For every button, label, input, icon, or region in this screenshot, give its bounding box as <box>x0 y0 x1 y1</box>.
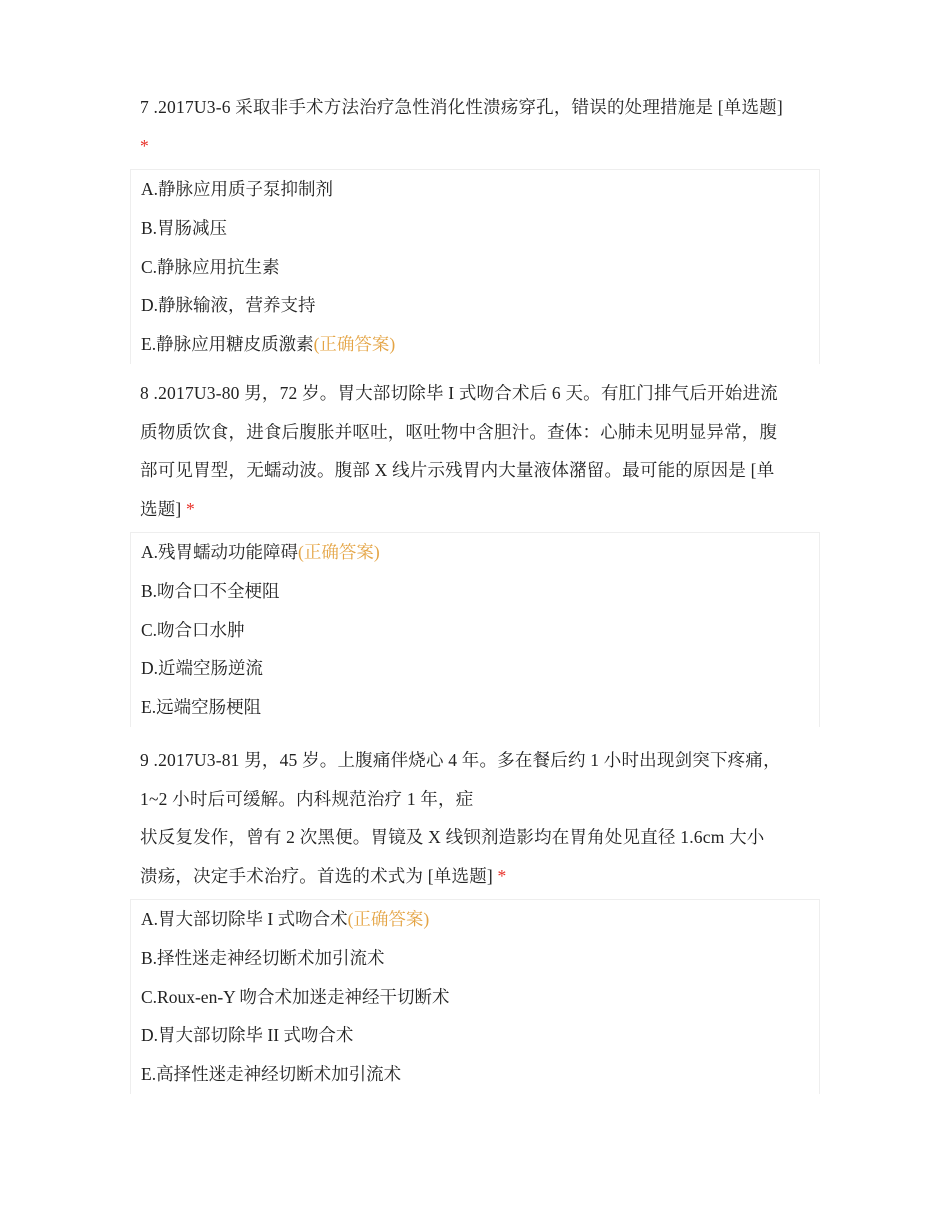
option-text: C.静脉应用抗生素 <box>141 256 280 277</box>
option-d[interactable] <box>131 649 819 688</box>
required-mark: * <box>186 498 195 519</box>
option-b[interactable] <box>131 939 819 978</box>
question-7 <box>130 88 820 364</box>
question-8 <box>130 374 820 727</box>
stem-line: 质物质饮食，进食后腹胀并呕吐，呕吐物中含胆汁。查体：心肺未见明显异常，腹 <box>140 421 778 442</box>
option-text: C.Roux-en-Y 吻合术加迷走神经干切断术 <box>141 986 450 1007</box>
option-text: E.远端空肠梗阻 <box>141 697 262 718</box>
option-c[interactable] <box>131 248 819 287</box>
options-list <box>130 899 820 1094</box>
option-b[interactable] <box>131 572 819 611</box>
correct-answer-tag: (正确答案) <box>347 909 430 929</box>
option-e[interactable] <box>131 1055 819 1094</box>
stem-line: 7 .2017U3-6 采取非手术方法治疗急性消化性溃疡穿孔，错误的处理措施是 [单选题] <box>140 97 783 117</box>
question-stem <box>130 374 820 528</box>
required-mark: * <box>140 135 149 156</box>
option-text: B.择性迷走神经切断术加引流术 <box>141 947 385 968</box>
option-d[interactable] <box>131 286 819 325</box>
option-text: D.静脉输液，营养支持 <box>141 295 316 316</box>
question-9 <box>130 741 820 1094</box>
stem-line-last <box>140 490 820 529</box>
option-b[interactable] <box>131 209 819 248</box>
option-d[interactable] <box>131 1016 819 1055</box>
options-list <box>130 532 820 727</box>
option-text: A.胃大部切除毕 I 式吻合术 <box>141 909 348 929</box>
stem-line-last <box>140 127 820 166</box>
stem-line: 溃疡，决定手术治疗。首选的术式为 [单选题] <box>140 865 493 886</box>
option-c[interactable] <box>131 611 819 650</box>
stem-line-last <box>140 857 820 896</box>
question-stem <box>130 741 820 895</box>
option-a[interactable] <box>131 533 819 572</box>
correct-answer-tag: (正确答案) <box>313 334 396 355</box>
stem-line: 部可见胃型，无蠕动波。腹部 X 线片示残胃内大量液体潴留。最可能的原因是 [单 <box>140 460 775 480</box>
option-e[interactable] <box>131 325 819 364</box>
question-stem <box>130 88 820 165</box>
option-text: B.吻合口不全梗阻 <box>141 580 280 601</box>
stem-line: 1~2 小时后可缓解。内科规范治疗 1 年，症 <box>140 788 474 809</box>
correct-answer-tag: (正确答案) <box>298 542 380 562</box>
option-e[interactable] <box>131 688 819 727</box>
option-c[interactable] <box>131 978 819 1017</box>
option-text: E.静脉应用糖皮质激素 <box>141 334 314 355</box>
stem-line: 选题] <box>140 498 182 519</box>
option-text: A.静脉应用质子泵抑制剂 <box>141 179 334 199</box>
options-list <box>130 169 820 364</box>
required-mark: * <box>497 865 507 886</box>
stem-line: 8 .2017U3-80 男，72 岁。胃大部切除毕 I 式吻合术后 6 天。有肛门排气后开始进流 <box>140 383 778 403</box>
stem-line: 状反复发作，曾有 2 次黑便。胃镜及 X 线钡剂造影均在胃角处见直径 1.6cm 大小 <box>140 827 765 847</box>
option-text: C.吻合口水肿 <box>141 619 245 640</box>
option-text: E.高择性迷走神经切断术加引流术 <box>141 1064 402 1085</box>
option-a[interactable] <box>131 170 819 209</box>
option-a[interactable] <box>131 900 819 939</box>
option-text: B.胃肠减压 <box>141 217 228 238</box>
option-text: D.近端空肠逆流 <box>141 658 264 679</box>
stem-line: 9 .2017U3-81 男，45 岁。上腹痛伴烧心 4 年。多在餐后约 1 小时出现剑突下疼痛， <box>140 750 781 770</box>
option-text: D.胃大部切除毕 II 式吻合术 <box>141 1025 354 1046</box>
option-text: A.残胃蠕动功能障碍 <box>141 542 299 562</box>
